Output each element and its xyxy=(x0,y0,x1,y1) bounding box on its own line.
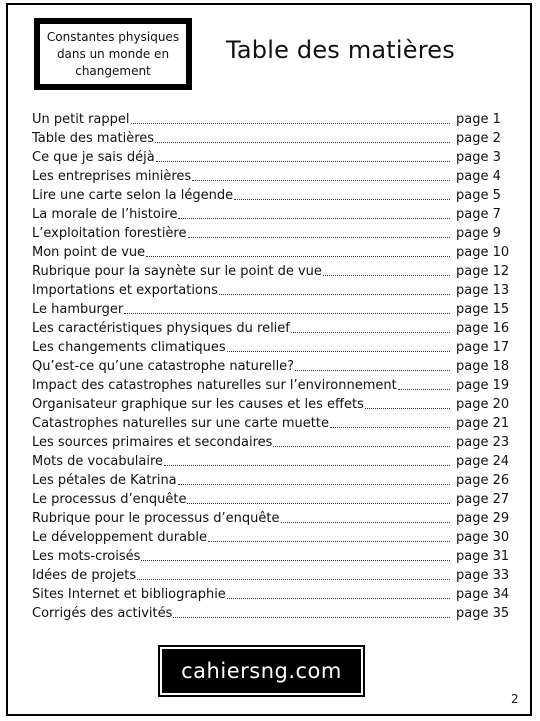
toc-entry-title: Mon point de vue xyxy=(32,245,146,260)
toc-dot-leader xyxy=(273,446,450,447)
toc-dot-leader xyxy=(178,218,450,219)
toc-entry xyxy=(32,186,510,205)
toc-entry xyxy=(32,528,510,547)
toc-entry-title: Les changements climatiques xyxy=(32,340,226,355)
toc-entry xyxy=(32,110,510,129)
toc-entry-page: page 33 xyxy=(456,568,510,583)
toc-entry-page: page 15 xyxy=(456,302,510,317)
toc-entry-title: Les entreprises minières xyxy=(32,169,192,184)
toc-entry-title: Mots de vocabulaire xyxy=(32,454,164,469)
toc-entry-title: Rubrique pour la saynète sur le point de vue xyxy=(32,264,322,279)
toc-entry-page: page 21 xyxy=(456,416,510,431)
toc-entry xyxy=(32,395,510,414)
book-title-box xyxy=(34,18,192,90)
toc-dot-leader xyxy=(178,484,450,485)
toc-entry xyxy=(32,262,510,281)
toc-dot-leader xyxy=(398,389,450,390)
table-of-contents xyxy=(32,110,510,623)
toc-entry-page: page 20 xyxy=(456,397,510,412)
toc-entry-page: page 27 xyxy=(456,492,510,507)
toc-entry-page: page 4 xyxy=(456,169,501,184)
toc-entry-page: page 35 xyxy=(456,606,510,621)
toc-entry-page: page 24 xyxy=(456,454,510,469)
toc-entry-title: Le développement durable xyxy=(32,530,207,545)
toc-dot-leader xyxy=(323,275,450,276)
toc-entry-title: Rubrique pour le processus d’enquête xyxy=(32,511,280,526)
toc-dot-leader xyxy=(227,351,450,352)
toc-entry-page: page 18 xyxy=(456,359,510,374)
toc-dot-leader xyxy=(219,294,450,295)
book-title-line-3: changement xyxy=(75,63,151,78)
toc-entry xyxy=(32,338,510,357)
toc-dot-leader xyxy=(156,161,450,162)
toc-dot-leader xyxy=(131,123,451,124)
toc-dot-leader xyxy=(227,598,450,599)
toc-dot-leader xyxy=(192,180,450,181)
toc-entry xyxy=(32,471,510,490)
toc-entry-title: Idées de projets xyxy=(32,568,137,583)
toc-entry xyxy=(32,148,510,167)
toc-entry xyxy=(32,281,510,300)
toc-entry xyxy=(32,604,510,623)
toc-entry-title: Les caractéristiques physiques du relief xyxy=(32,321,290,336)
toc-dot-leader xyxy=(137,579,450,580)
toc-entry xyxy=(32,452,510,471)
toc-entry-page: page 1 xyxy=(456,112,501,127)
toc-dot-leader xyxy=(281,522,451,523)
toc-entry-page: page 10 xyxy=(456,245,510,260)
toc-entry-title: Les mots-croisés xyxy=(32,549,141,564)
toc-entry xyxy=(32,357,510,376)
toc-entry-title: Les sources primaires et secondaires xyxy=(32,435,273,450)
toc-entry-title: Un petit rappel xyxy=(32,112,130,127)
toc-entry xyxy=(32,376,510,395)
toc-entry-page: page 34 xyxy=(456,587,510,602)
toc-entry-page: page 7 xyxy=(456,207,501,222)
page-number: 2 xyxy=(511,692,519,706)
toc-entry xyxy=(32,300,510,319)
toc-entry-title: L’exploitation forestière xyxy=(32,226,187,241)
toc-entry xyxy=(32,433,510,452)
toc-entry-title: Les pétales de Katrina xyxy=(32,473,177,488)
toc-entry-title: Le processus d’enquête xyxy=(32,492,187,507)
book-title-line-2: dans un monde en xyxy=(56,46,170,61)
toc-dot-leader xyxy=(188,237,451,238)
toc-entry xyxy=(32,129,510,148)
toc-entry-page: page 23 xyxy=(456,435,510,450)
toc-entry-title: La morale de l’histoire xyxy=(32,207,178,222)
brand-logo: cahiersng.com xyxy=(162,649,361,693)
toc-entry-title: Qu’est-ce qu’une catastrophe naturelle? xyxy=(32,359,295,374)
toc-entry-title: Lire une carte selon la légende xyxy=(32,188,234,203)
toc-entry-page: page 13 xyxy=(456,283,510,298)
toc-dot-leader xyxy=(234,199,450,200)
toc-entry-page: page 31 xyxy=(456,549,510,564)
book-title-line-1: Constantes physiques xyxy=(46,29,180,44)
toc-entry-page: page 5 xyxy=(456,188,501,203)
toc-dot-leader xyxy=(291,332,450,333)
toc-entry-title: Le hamburger xyxy=(32,302,124,317)
toc-entry xyxy=(32,205,510,224)
toc-dot-leader xyxy=(173,617,450,618)
toc-dot-leader xyxy=(124,313,450,314)
toc-entry-page: page 16 xyxy=(456,321,510,336)
toc-entry-title: Importations et exportations xyxy=(32,283,218,298)
toc-dot-leader xyxy=(155,142,450,143)
toc-dot-leader xyxy=(330,427,450,428)
toc-entry-page: page 9 xyxy=(456,226,501,241)
toc-entry-title: Ce que je sais déjà xyxy=(32,150,155,165)
toc-entry-title: Impact des catastrophes naturelles sur l’environnement xyxy=(32,378,397,393)
toc-entry-title: Organisateur graphique sur les causes et les effets xyxy=(32,397,364,412)
toc-entry xyxy=(32,414,510,433)
toc-dot-leader xyxy=(295,370,450,371)
toc-dot-leader xyxy=(146,256,450,257)
toc-dot-leader xyxy=(164,465,450,466)
toc-entry-page: page 2 xyxy=(456,131,501,146)
toc-entry xyxy=(32,490,510,509)
toc-entry xyxy=(32,509,510,528)
toc-entry-page: page 17 xyxy=(456,340,510,355)
toc-entry-page: page 19 xyxy=(456,378,510,393)
toc-entry xyxy=(32,167,510,186)
toc-entry xyxy=(32,224,510,243)
toc-entry xyxy=(32,319,510,338)
toc-entry-title: Catastrophes naturelles sur une carte muette xyxy=(32,416,329,431)
toc-entry-title: Corrigés des activités xyxy=(32,606,173,621)
toc-entry-title: Sites Internet et bibliographie xyxy=(32,587,226,602)
page-title: Table des matières xyxy=(226,36,455,64)
toc-entry xyxy=(32,547,510,566)
toc-entry xyxy=(32,243,510,262)
toc-dot-leader xyxy=(365,408,450,409)
toc-entry-title: Table des matières xyxy=(32,131,155,146)
toc-entry-page: page 12 xyxy=(456,264,510,279)
toc-entry-page: page 30 xyxy=(456,530,510,545)
toc-dot-leader xyxy=(208,541,450,542)
toc-entry-page: page 3 xyxy=(456,150,501,165)
toc-entry xyxy=(32,566,510,585)
toc-entry-page: page 26 xyxy=(456,473,510,488)
toc-entry-page: page 29 xyxy=(456,511,510,526)
toc-dot-leader xyxy=(141,560,450,561)
toc-dot-leader xyxy=(187,503,450,504)
toc-entry xyxy=(32,585,510,604)
